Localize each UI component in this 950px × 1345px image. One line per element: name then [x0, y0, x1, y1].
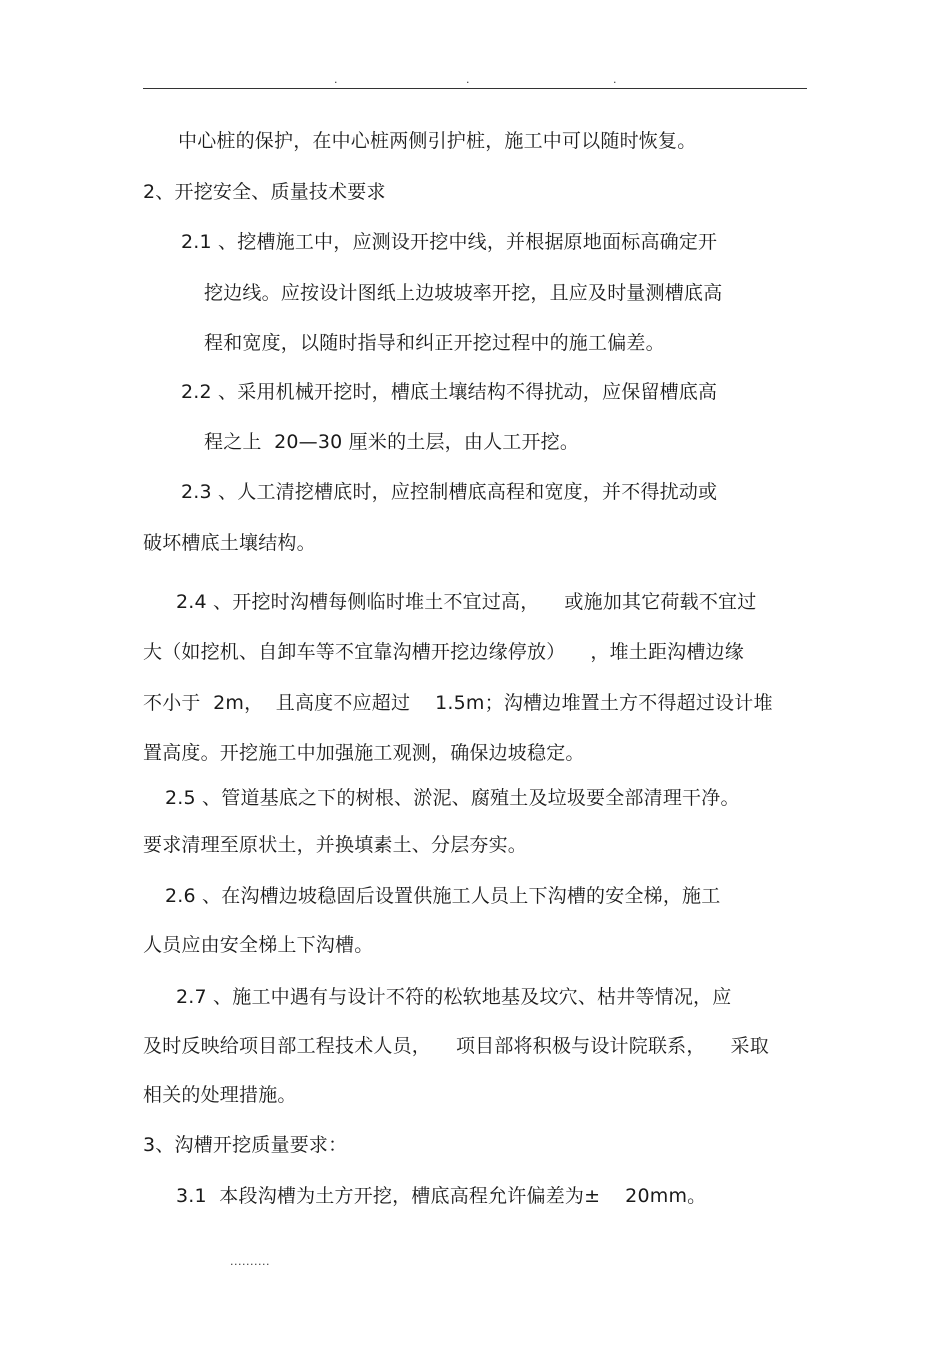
header-dot: .: [613, 73, 617, 86]
paragraph-line: 程之上 20—30 厘米的土层，由人工开挖。: [204, 431, 580, 453]
paragraph-line: 2.6 、在沟槽边坡稳固后设置供施工人员上下沟槽的安全梯，施工: [165, 885, 721, 907]
paragraph-line: 破坏槽底土壤结构。: [143, 532, 316, 554]
paragraph-line: 2.4 、开挖时沟槽每侧临时堆土不宜过高， 或施加其它荷载不宜过: [176, 591, 757, 613]
paragraph-line: 要求清理至原状土，并换填素土、分层夯实。: [143, 834, 528, 856]
header-dot: .: [466, 73, 470, 86]
footer-dots: ..........: [230, 1255, 270, 1268]
section-heading: 2、开挖安全、质量技术要求: [143, 181, 386, 203]
paragraph-line: 置高度。开挖施工中加强施工观测，确保边坡稳定。: [143, 742, 585, 764]
paragraph-line: 中心桩的保护，在中心桩两侧引护桩，施工中可以随时恢复。: [178, 130, 697, 152]
paragraph-line: 人员应由安全梯上下沟槽。: [143, 934, 374, 956]
paragraph-line: 2.2 、采用机械开挖时，槽底土壤结构不得扰动，应保留槽底高: [181, 381, 718, 403]
paragraph-line: 2.3 、人工清挖槽底时，应控制槽底高程和宽度，并不得扰动或: [181, 481, 718, 503]
header-dot: .: [334, 73, 338, 86]
paragraph-line: 不小于 2m， 且高度不应超过 1.5m；沟槽边堆置土方不得超过设计堆: [143, 692, 773, 714]
paragraph-line: 2.5 、管道基底之下的树根、淤泥、腐殖土及垃圾要全部清理干净。: [165, 787, 740, 809]
paragraph-line: 2.1 、挖槽施工中，应测设开挖中线，并根据原地面标高确定开: [181, 231, 718, 253]
paragraph-line: 挖边线。应按设计图纸上边坡坡率开挖，且应及时量测槽底高: [204, 282, 723, 304]
paragraph-line: 大（如挖机、自卸车等不宜靠沟槽开挖边缘停放） ，堆土距沟槽边缘: [143, 641, 744, 663]
section-heading: 3、沟槽开挖质量要求：: [143, 1134, 348, 1156]
header-rule: [143, 88, 807, 89]
paragraph-line: 3.1 本段沟槽为土方开挖，槽底高程允许偏差为± 20mm。: [176, 1185, 707, 1207]
paragraph-line: 相关的处理措施。: [143, 1084, 297, 1106]
paragraph-line: 及时反映给项目部工程技术人员， 项目部将积极与设计院联系， 采取: [143, 1035, 769, 1057]
paragraph-line: 2.7 、施工中遇有与设计不符的松软地基及坟穴、枯井等情况，应: [176, 986, 732, 1008]
paragraph-line: 程和宽度，以随时指导和纠正开挖过程中的施工偏差。: [204, 332, 665, 354]
